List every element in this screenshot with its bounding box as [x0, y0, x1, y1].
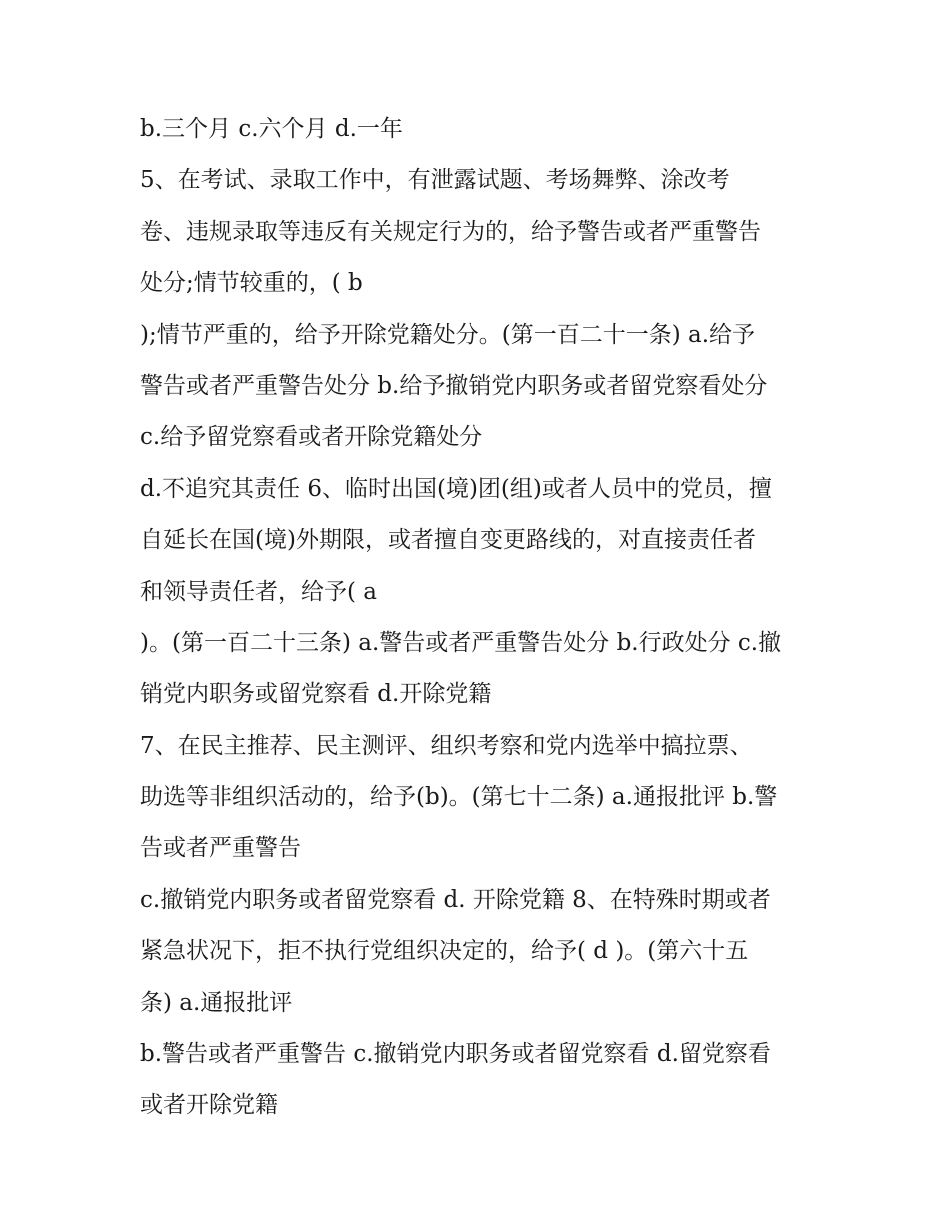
text-line: 助选等非组织活动的，给予(b)。(第七十二条) a.通报批评 b.警 [140, 784, 778, 811]
text-line: );情节严重的，给予开除党籍处分。(第一百二十一条) a.给予 [140, 321, 756, 348]
text-line: 警告或者严重警告处分 b.给予撤销党内职务或者留党察看处分 [140, 372, 768, 399]
document-body [140, 107, 820, 1135]
text-line: 自延长在国(境)外期限，或者擅自变更路线的，对直接责任者 [140, 527, 756, 554]
text-line: d.不追究其责任 6、临时出国(境)团(组)或者人员中的党员，擅 [140, 475, 772, 502]
text-line: )。(第一百二十三条) a.警告或者严重警告处分 b.行政处分 c.撤 [140, 629, 782, 656]
text-line: 卷、违规录取等违反有关规定行为的，给予警告或者严重警告 [140, 218, 761, 245]
text-line: 7、在民主推荐、民主测评、组织考察和党内选举中搞拉票、 [140, 732, 753, 759]
text-line: b.三个月 c.六个月 d.一年 [140, 116, 403, 142]
text-line: 处分;情节较重的，( b [140, 270, 363, 297]
text-line: 或者开除党籍 [140, 1092, 278, 1119]
text-line: 告或者严重警告 [140, 835, 301, 862]
text-line: 条) a.通报批评 [140, 989, 293, 1016]
text-line: c.给予留党察看或者开除党籍处分 [140, 424, 483, 451]
text-line: 5、在考试、录取工作中，有泄露试题、考场舞弊、涂改考 [140, 167, 730, 194]
text-line: 销党内职务或留党察看 d.开除党籍 [140, 681, 492, 708]
text-line: 紧急状况下，拒不执行党组织决定的，给予( d )。(第六十五 [140, 938, 749, 965]
text-line: c.撤销党内职务或者留党察看 d. 开除党籍 8、在特殊时期或者 [140, 886, 771, 913]
text-line: b.警告或者严重警告 c.撤销党内职务或者留党察看 d.留党察看 [140, 1041, 771, 1068]
text-line: 和领导责任者，给予( a [140, 578, 377, 605]
